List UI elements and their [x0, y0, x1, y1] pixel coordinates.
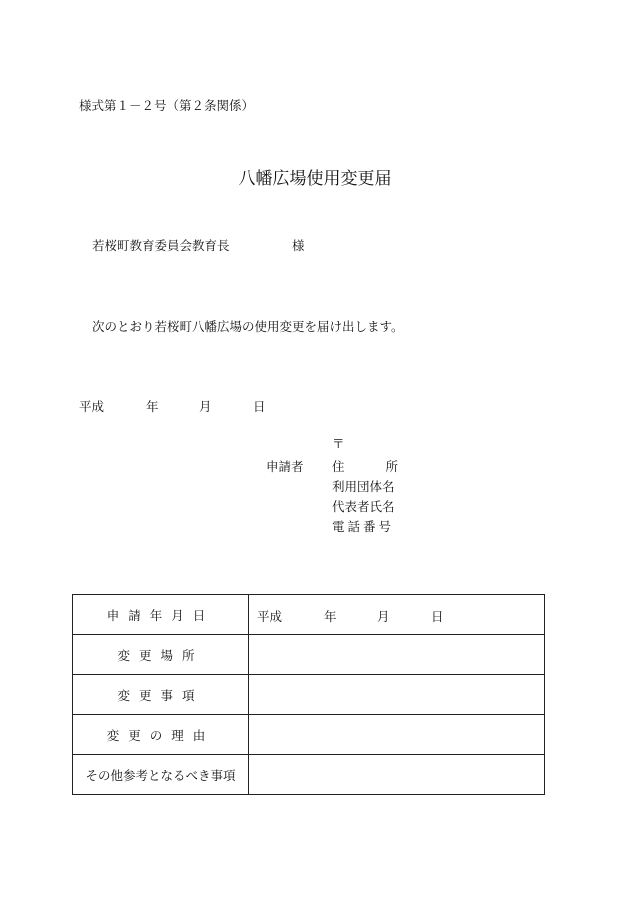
- row-label-change-reason: 変更の理由: [73, 715, 249, 755]
- date-year-label: 年: [146, 399, 159, 414]
- table-row: [73, 635, 545, 675]
- body-text: 次のとおり若桜町八幡広場の使用変更を届け出します。: [92, 319, 404, 334]
- org-name-label: 利用団体名: [332, 479, 395, 494]
- table-date-year: 年: [324, 609, 337, 624]
- date-era: 平成: [79, 399, 105, 414]
- form-number: 様式第１－２号（第２条関係）: [79, 98, 255, 113]
- change-reason-field[interactable]: [249, 715, 545, 755]
- table-date-era: 平成: [257, 609, 283, 624]
- address-label-b: 所: [385, 459, 398, 474]
- postal-mark: 〒: [332, 436, 345, 451]
- date-month-label: 月: [199, 399, 212, 414]
- table-row: [73, 715, 545, 755]
- table-row: [73, 755, 545, 795]
- applicant-label: 申請者: [266, 459, 304, 474]
- change-details-table: [72, 594, 545, 795]
- row-label-other-notes: その他参考となるべき事項: [73, 755, 249, 795]
- change-location-field[interactable]: [249, 635, 545, 675]
- change-item-field[interactable]: [249, 675, 545, 715]
- address-field-label: [332, 457, 398, 475]
- row-label-change-item: 変更事項: [73, 675, 249, 715]
- representative-name-label: 代表者氏名: [332, 499, 395, 514]
- table-date-month: 月: [377, 609, 390, 624]
- document-title: 八幡広場使用変更届: [238, 169, 392, 189]
- date-day-label: 日: [253, 399, 266, 414]
- table-date-day: 日: [431, 609, 444, 624]
- application-date-field[interactable]: [249, 595, 545, 635]
- addressee-honorific: 様: [292, 238, 305, 253]
- phone-label: 電話番号: [332, 519, 395, 534]
- address-label-a: 住: [332, 459, 345, 474]
- row-label-application-date: 申請年月日: [73, 595, 249, 635]
- table-row: [73, 675, 545, 715]
- other-notes-field[interactable]: [249, 755, 545, 795]
- table-row: [73, 595, 545, 635]
- addressee-name: 若桜町教育委員会教育長: [92, 238, 230, 253]
- row-label-change-location: 変更場所: [73, 635, 249, 675]
